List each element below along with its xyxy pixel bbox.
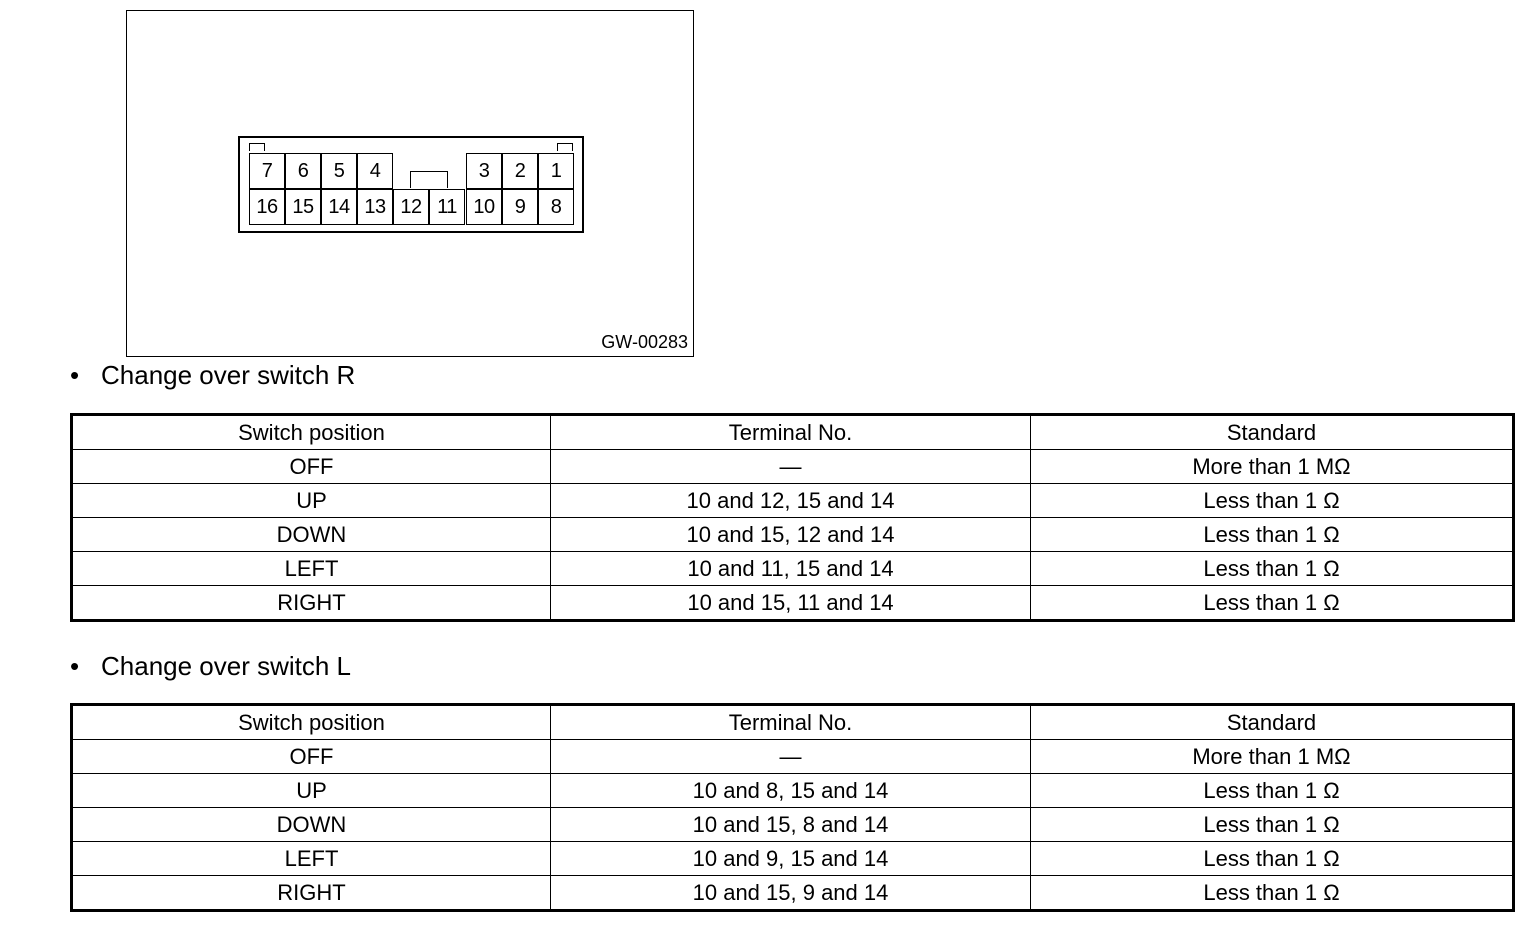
terminal-cell: 10 and 8, 15 and 14 <box>551 774 1031 808</box>
terminal-cell: 10 and 12, 15 and 14 <box>551 484 1031 518</box>
standard-cell: Less than 1 Ω <box>1031 518 1514 552</box>
terminal-cell: 10 and 9, 15 and 14 <box>551 842 1031 876</box>
column-header: Terminal No. <box>551 705 1031 740</box>
section-title: Change over switch R <box>101 360 356 390</box>
standard-cell: Less than 1 Ω <box>1031 876 1514 911</box>
column-header: Switch position <box>72 705 551 740</box>
connector-latch-left <box>249 143 265 151</box>
pin-8: 8 <box>538 189 574 225</box>
pin-6: 6 <box>285 153 321 189</box>
table-row <box>72 484 1514 518</box>
connector-figure <box>126 10 694 357</box>
terminal-cell: 10 and 15, 12 and 14 <box>551 518 1031 552</box>
connector-latch-right <box>557 143 573 151</box>
terminal-cell: 10 and 11, 15 and 14 <box>551 552 1031 586</box>
switch-position-cell: OFF <box>72 740 551 774</box>
terminal-cell: — <box>551 740 1031 774</box>
standard-cell: Less than 1 Ω <box>1031 774 1514 808</box>
connector-key <box>410 171 448 188</box>
table-row <box>72 808 1514 842</box>
switch-position-cell: DOWN <box>72 518 551 552</box>
pin-13: 13 <box>357 189 393 225</box>
standard-cell: Less than 1 Ω <box>1031 586 1514 621</box>
pin-12: 12 <box>393 189 429 225</box>
section-title: Change over switch L <box>101 651 352 681</box>
terminal-cell: 10 and 15, 9 and 14 <box>551 876 1031 911</box>
table-header-row <box>72 415 1514 450</box>
pin-1: 1 <box>538 153 574 189</box>
figure-code: GW-00283 <box>601 332 688 352</box>
bullet-icon: • <box>70 651 80 681</box>
pin-7: 7 <box>249 153 285 189</box>
pin-15: 15 <box>285 189 321 225</box>
column-header: Terminal No. <box>551 415 1031 450</box>
switch-position-cell: LEFT <box>72 552 551 586</box>
switch-r-table <box>70 413 1515 622</box>
standard-cell: Less than 1 Ω <box>1031 842 1514 876</box>
pin-14: 14 <box>321 189 357 225</box>
switch-position-cell: OFF <box>72 450 551 484</box>
standard-cell: More than 1 MΩ <box>1031 740 1514 774</box>
column-header: Standard <box>1031 415 1514 450</box>
switch-position-cell: DOWN <box>72 808 551 842</box>
switch-position-cell: LEFT <box>72 842 551 876</box>
pin-3: 3 <box>466 153 502 189</box>
switch-position-cell: RIGHT <box>72 586 551 621</box>
table-row <box>72 552 1514 586</box>
pin-4: 4 <box>357 153 393 189</box>
standard-cell: More than 1 MΩ <box>1031 450 1514 484</box>
switch-position-cell: UP <box>72 484 551 518</box>
table-row <box>72 842 1514 876</box>
section-heading-r <box>70 360 355 391</box>
pin-2: 2 <box>502 153 538 189</box>
column-header: Switch position <box>72 415 551 450</box>
pin-10: 10 <box>466 189 502 225</box>
table-row <box>72 450 1514 484</box>
standard-cell: Less than 1 Ω <box>1031 484 1514 518</box>
table-row <box>72 876 1514 911</box>
section-heading-l <box>70 651 351 682</box>
pin-11: 11 <box>429 189 465 225</box>
terminal-cell: 10 and 15, 8 and 14 <box>551 808 1031 842</box>
terminal-cell: — <box>551 450 1031 484</box>
table-header-row <box>72 705 1514 740</box>
pin-5: 5 <box>321 153 357 189</box>
table-row <box>72 740 1514 774</box>
pin-9: 9 <box>502 189 538 225</box>
connector-diagram <box>238 136 584 233</box>
terminal-cell: 10 and 15, 11 and 14 <box>551 586 1031 621</box>
switch-l-table <box>70 703 1515 912</box>
pin-16: 16 <box>249 189 285 225</box>
table-row <box>72 586 1514 621</box>
switch-position-cell: RIGHT <box>72 876 551 911</box>
table-row <box>72 518 1514 552</box>
column-header: Standard <box>1031 705 1514 740</box>
standard-cell: Less than 1 Ω <box>1031 808 1514 842</box>
standard-cell: Less than 1 Ω <box>1031 552 1514 586</box>
table-row <box>72 774 1514 808</box>
switch-position-cell: UP <box>72 774 551 808</box>
bullet-icon: • <box>70 360 80 390</box>
